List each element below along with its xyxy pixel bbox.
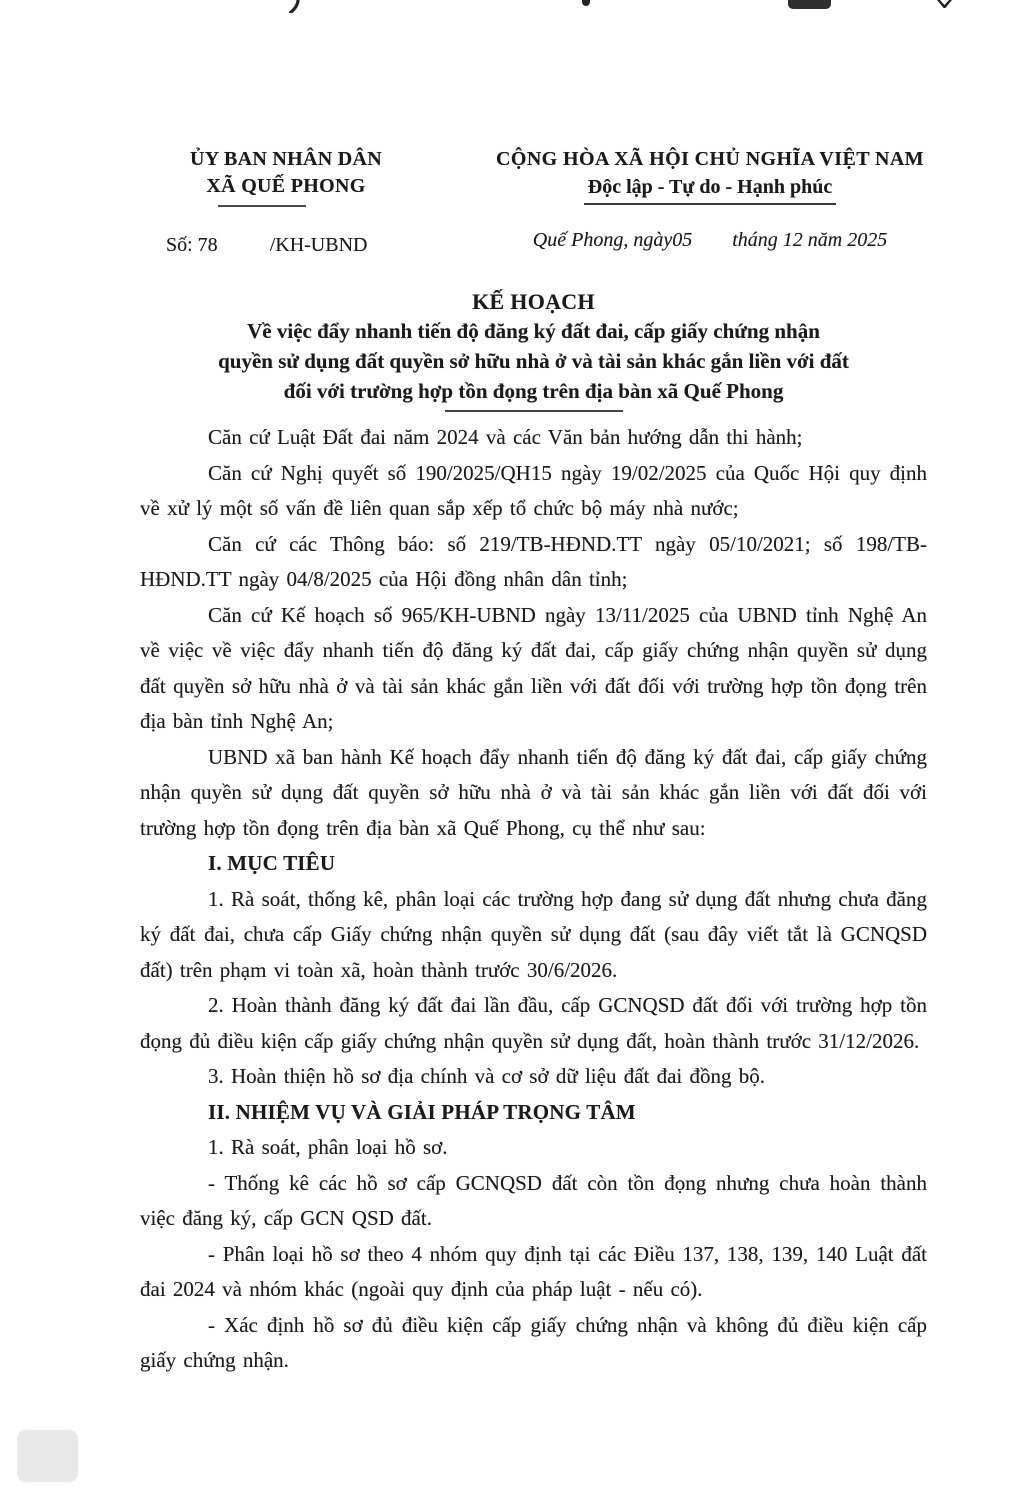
paragraph: Căn cứ Luật Đất đai năm 2024 và các Văn bản hướng dẫn thi hành; [208, 425, 803, 449]
cropped-rounded-rect [788, 0, 831, 9]
place-date-part2: tháng 12 năm 2025 [732, 229, 888, 251]
document-number-prefix: Số: 78 [166, 234, 218, 256]
issuing-authority-underline [218, 205, 306, 207]
paragraph: 1. Rà soát, thống kê, phân loại các trường hợp đang sử dụng đất nhưng chưa đăng ký đất đai, chưa cấp Giấy chứng nhận quyền sử dụng đất (sau đây viết tắt là GCNQSD đất) trên phạm vi toàn xã, hoàn thành trước 30/6/2026. [140, 886, 927, 982]
bottom-left-rounded-square-button[interactable] [17, 1430, 78, 1482]
issuing-authority-line2: XÃ QUẾ PHONG [206, 175, 366, 197]
document-title-block [140, 287, 927, 412]
document-body [140, 420, 927, 1379]
cropped-glyph-curve [289, 0, 301, 13]
paragraph: Căn cứ Kế hoạch số 965/KH-UBND ngày 13/11/2025 của UBND tỉnh Nghệ An về việc về việc đẩy nhanh tiến độ đăng ký đất đai, cấp giấy chứng nhận quyền sử dụng đất quyền sở hữu nhà ở và tài sản khác gắn liền với đất đối với trường hợp tồn đọng trên địa bàn tỉnh Nghệ An; [140, 602, 927, 733]
paragraph: - Xác định hồ sơ đủ điều kiện cấp giấy chứng nhận và không đủ điều kiện cấp giấy chứng nhận. [140, 1312, 927, 1372]
document-type-title: KẾ HOẠCH [472, 289, 595, 314]
document-number-suffix: /KH-UBND [269, 234, 368, 256]
document-title-line2: quyền sử dụng đất quyền sở hữu nhà ở và tài sản khác gắn liền với đất [218, 349, 849, 373]
issuing-authority-line1: ỦY BAN NHÂN DÂN [189, 148, 383, 170]
national-title: CỘNG HÒA XÃ HỘI CHỦ NGHĨA VIỆT NAM [496, 148, 924, 170]
cropped-caret-icon [937, 0, 952, 8]
paragraph: Căn cứ các Thông báo: số 219/TB-HĐND.TT ngày 05/10/2021; số 198/TB- HĐND.TT ngày 04/8/2025 của Hội đồng nhân dân tỉnh; [140, 531, 927, 591]
national-motto: Độc lập - Tự do - Hạnh phúc [584, 175, 836, 205]
place-date-line [452, 229, 968, 252]
cropped-dot [582, 0, 590, 6]
paragraph: 3. Hoàn thiện hồ sơ địa chính và cơ sở dữ liệu đất đai đồng bộ. [208, 1064, 766, 1088]
paragraph: 1. Rà soát, phân loại hồ sơ. [208, 1135, 448, 1159]
document-number [140, 234, 432, 257]
national-motto-block [452, 146, 968, 252]
document-title-line1: Về việc đẩy nhanh tiến độ đăng ký đất đai, cấp giấy chứng nhận [247, 319, 820, 343]
paragraph: UBND xã ban hành Kế hoạch đẩy nhanh tiến độ đăng ký đất đai, cấp giấy chứng nhận quyền sử dụng đất quyền sở hữu nhà ở và tài sản khác gắn liền với đất đối với trường hợp tồn đọng trên địa bàn xã Quế Phong, cụ thể như sau: [140, 744, 927, 840]
paragraph: 2. Hoàn thành đăng ký đất đai lần đầu, cấp GCNQSD đất đối với trường hợp tồn đọng đủ điều kiện cấp giấy chứng nhận quyền sử dụng đất, hoàn thành trước 31/12/2026. [140, 993, 927, 1053]
issuing-authority-block [140, 146, 432, 257]
section-heading: II. NHIỆM VỤ VÀ GIẢI PHÁP TRỌNG TÂM [208, 1099, 636, 1124]
title-underline [445, 410, 623, 412]
paragraph: Căn cứ Nghị quyết số 190/2025/QH15 ngày 19/02/2025 của Quốc Hội quy định về xử lý một số vấn đề liên quan sắp xếp tổ chức bộ máy nhà nước; [140, 460, 927, 520]
document-title-line3: đối với trường hợp tồn đọng trên địa bàn xã Quế Phong [283, 379, 784, 403]
place-date-part1: Quế Phong, ngày05 [532, 229, 693, 251]
paragraph: - Phân loại hồ sơ theo 4 nhóm quy định tại các Điều 137, 138, 139, 140 Luật đất đai 2024 và nhóm khác (ngoài quy định của pháp luật - nếu có). [140, 1241, 927, 1301]
paragraph: - Thống kê các hồ sơ cấp GCNQSD đất còn tồn đọng nhưng chưa hoàn thành việc đăng ký, cấp GCN QSD đất. [140, 1170, 927, 1230]
section-heading: I. MỤC TIÊU [208, 851, 336, 875]
